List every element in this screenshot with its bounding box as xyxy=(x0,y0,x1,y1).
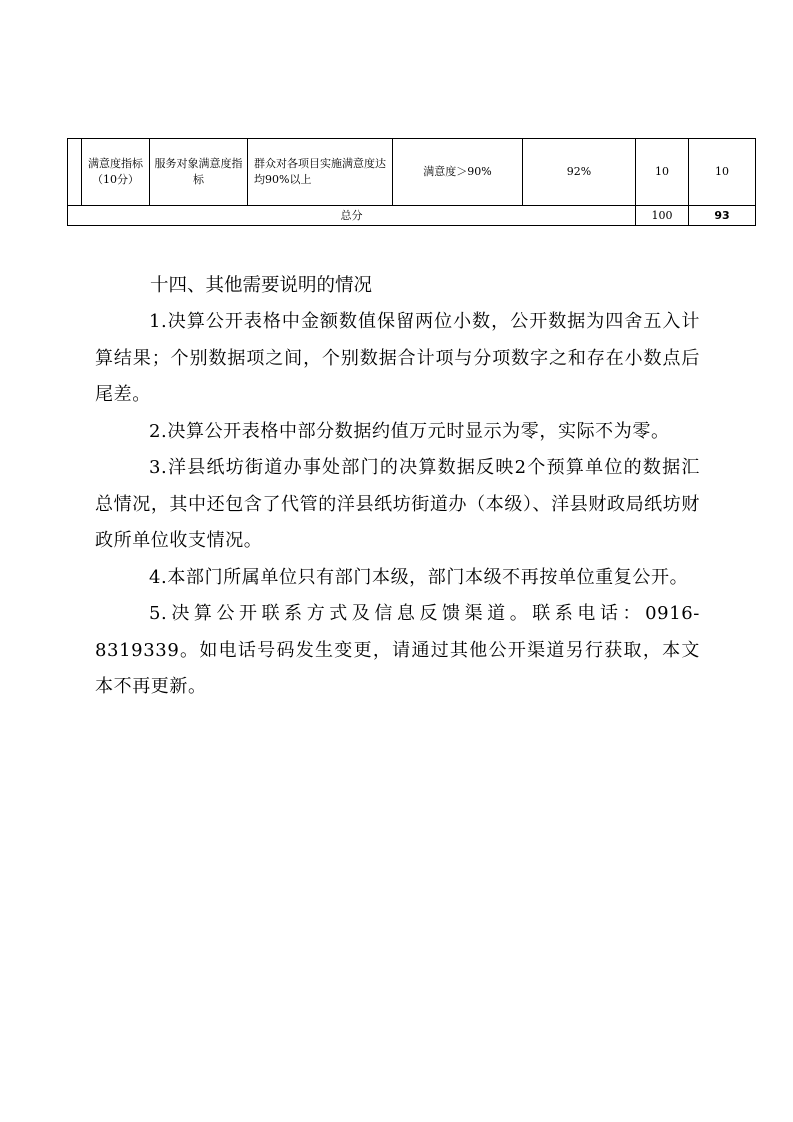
category-cell: 满意度指标（10分） xyxy=(82,139,150,206)
total-weight: 100 xyxy=(636,206,689,226)
blank-cell xyxy=(68,139,82,206)
paragraph-5: 5.决算公开联系方式及信息反馈渠道。联系电话：0916-8319339。如电话号码发生变更，请通过其他公开渠道另行获取，本文本不再更新。 xyxy=(95,603,700,697)
total-score: 93 xyxy=(689,206,756,226)
total-row xyxy=(68,206,756,226)
paragraph-1: 1.决算公开表格中金额数值保留两位小数，公开数据为四舍五入计算结果；个别数据项之间，个别数据合计项与分项数字之和存在小数点后尾差。 xyxy=(95,311,700,405)
total-label: 总分 xyxy=(68,206,636,226)
paragraph-3: 3.洋县纸坊街道办事处部门的决算数据反映2个预算单位的数据汇总情况，其中还包含了代管的洋县纸坊街道办（本级）、洋县财政局纸坊财政所单位收支情况。 xyxy=(95,457,700,551)
actual-cell: 92% xyxy=(523,139,636,206)
paragraph-2: 2.决算公开表格中部分数据约值万元时显示为零，实际不为零。 xyxy=(149,420,670,442)
table-row xyxy=(68,139,756,206)
paragraph-4: 4.本部门所属单位只有部门本级，部门本级不再按单位重复公开。 xyxy=(149,566,689,588)
content-cell: 群众对各项目实施满意度达均90%以上 xyxy=(248,139,393,206)
section-heading: 十四、其他需要说明的情况 xyxy=(150,275,373,296)
weight-cell: 10 xyxy=(636,139,689,206)
notes-section xyxy=(95,268,700,706)
target-cell: 满意度＞90% xyxy=(393,139,523,206)
score-cell: 10 xyxy=(689,139,756,206)
indicator-cell: 服务对象满意度指标 xyxy=(150,139,248,206)
performance-table xyxy=(67,138,756,226)
